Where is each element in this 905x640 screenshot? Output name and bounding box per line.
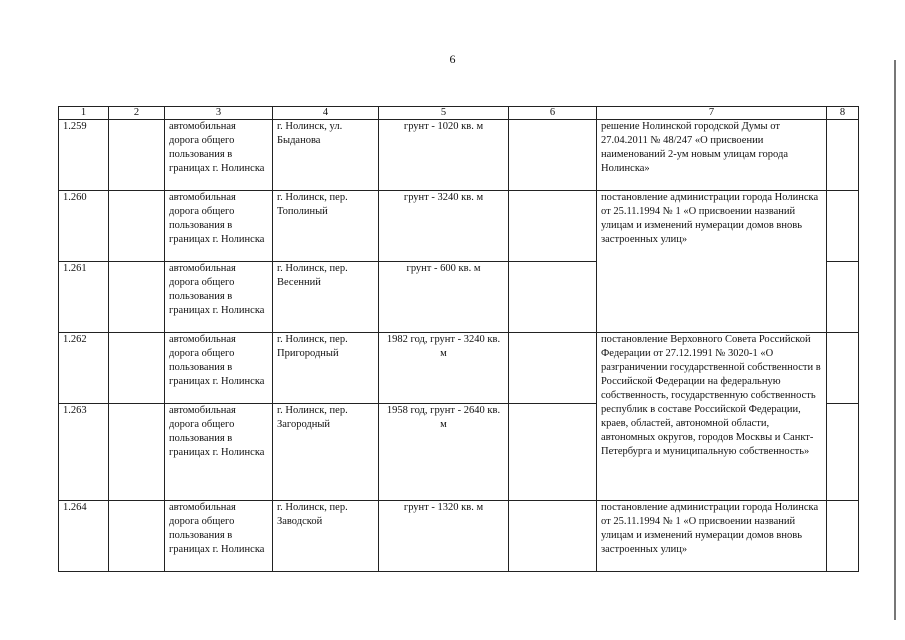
cell-col2 [109,191,165,262]
cell-col8 [827,191,859,262]
basis-document: постановление Верховного Совета Российской Федерации от 27.12.1991 № 3020-1 «О разграничении государственной собственности в Российской Федерации на федеральную собственность, государственную собственность республик в составе Российской Федерации, краев, областей, автономной области, автономных округов, городов Москвы и Санкт- Петербурга и муниципальную собственность» [597,333,827,501]
object-info: грунт - 1320 кв. м [379,501,509,572]
row-number: 1.262 [59,333,109,404]
object-location: г. Нолинск, пер. Загородный [273,404,379,501]
object-name: автомобильная дорога общего пользования в границах г. Нолинска [165,191,273,262]
cell-col8 [827,333,859,404]
cell-col6 [509,501,597,572]
object-name: автомобильная дорога общего пользования в границах г. Нолинска [165,120,273,191]
basis-document: решение Нолинской городской Думы от 27.04.2011 № 48/247 «О присвоении наименований 2-ум новым улицам города Нолинска» [597,120,827,191]
header-cell: 3 [165,107,273,120]
cell-col8 [827,120,859,191]
object-location: г. Нолинск, пер. Пригородный [273,333,379,404]
row-number: 1.264 [59,501,109,572]
basis-document: постановление администрации города Нолинска от 25.11.1994 № 1 «О присвоении названий улицам и изменений нумерации домов вновь застроенных улиц» [597,191,827,333]
object-info: грунт - 1020 кв. м [379,120,509,191]
header-cell: 7 [597,107,827,120]
object-name: автомобильная дорога общего пользования в границах г. Нолинска [165,262,273,333]
cell-col8 [827,262,859,333]
table-row [59,191,859,262]
header-cell: 5 [379,107,509,120]
object-info: грунт - 3240 кв. м [379,191,509,262]
cell-col6 [509,191,597,262]
table-row [59,120,859,191]
cell-col6 [509,262,597,333]
page-edge-line [894,60,896,620]
object-location: г. Нолинск, пер. Тополиный [273,191,379,262]
registry-table [58,106,859,572]
cell-col6 [509,120,597,191]
object-name: автомобильная дорога общего пользования в границах г. Нолинска [165,333,273,404]
header-cell: 4 [273,107,379,120]
object-name: автомобильная дорога общего пользования в границах г. Нолинска [165,404,273,501]
header-cell: 8 [827,107,859,120]
table-row [59,333,859,404]
object-location: г. Нолинск, пер. Весенний [273,262,379,333]
object-info: 1982 год, грунт - 3240 кв. м [379,333,509,404]
header-cell: 2 [109,107,165,120]
object-name: автомобильная дорога общего пользования в границах г. Нолинска [165,501,273,572]
row-number: 1.261 [59,262,109,333]
object-location: г. Нолинск, пер. Заводской [273,501,379,572]
object-info: грунт - 600 кв. м [379,262,509,333]
object-location: г. Нолинск, ул. Быданова [273,120,379,191]
cell-col2 [109,120,165,191]
cell-col8 [827,501,859,572]
header-row [59,107,859,120]
cell-col2 [109,262,165,333]
cell-col8 [827,404,859,501]
object-info: 1958 год, грунт - 2640 кв. м [379,404,509,501]
cell-col6 [509,404,597,501]
page-number: 6 [449,52,456,66]
row-number: 1.263 [59,404,109,501]
cell-col2 [109,404,165,501]
cell-col2 [109,501,165,572]
cell-col2 [109,333,165,404]
row-number: 1.260 [59,191,109,262]
table-row [59,501,859,572]
cell-col6 [509,333,597,404]
header-cell: 6 [509,107,597,120]
basis-document: постановление администрации города Нолинска от 25.11.1994 № 1 «О присвоении названий улицам и изменений нумерации домов вновь застроенных улиц» [597,501,827,572]
header-cell: 1 [59,107,109,120]
row-number: 1.259 [59,120,109,191]
